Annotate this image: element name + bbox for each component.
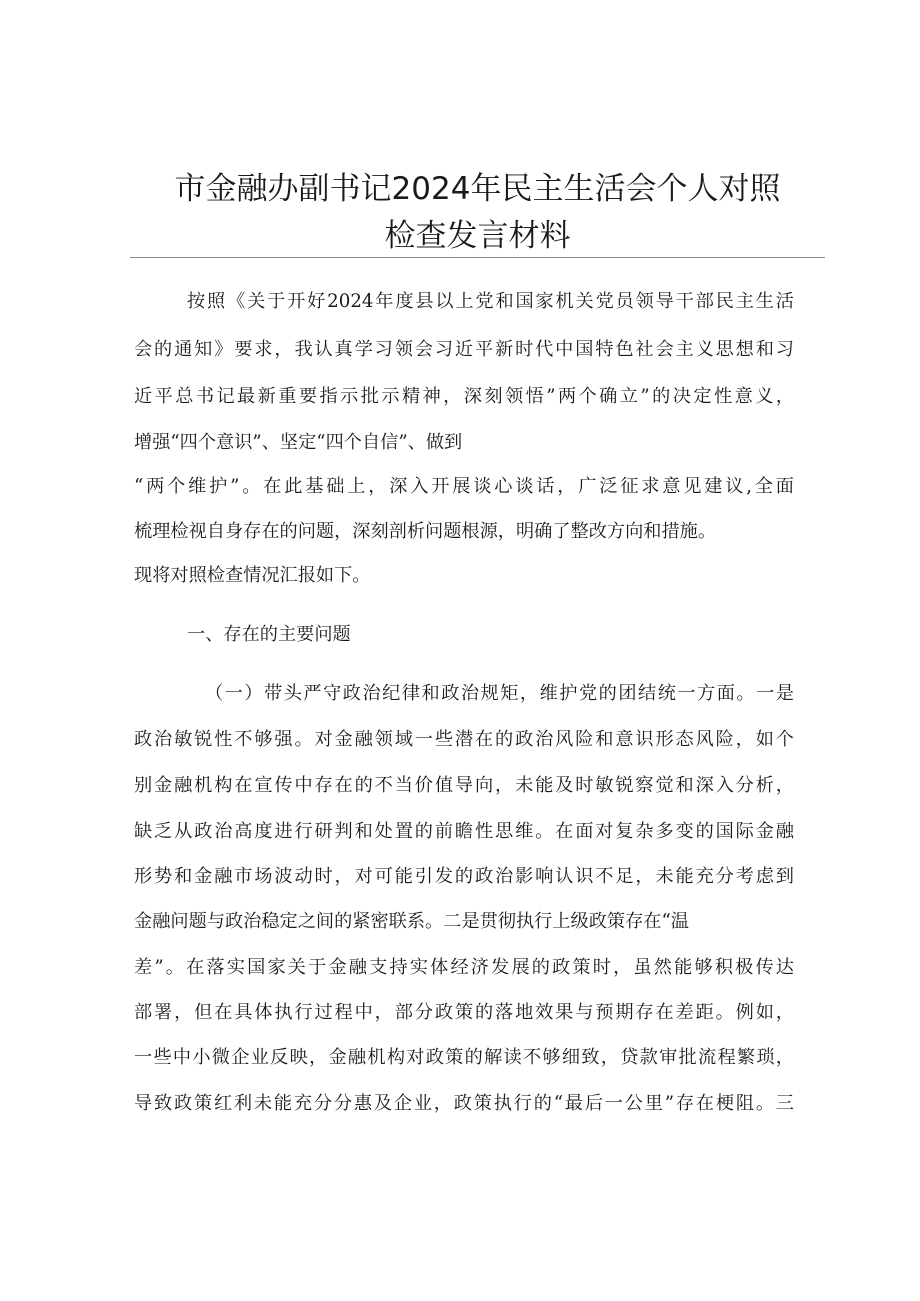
intro-line: 近平总书记最新重要指示批示精神，深刻领悟”两个确立”的决定性意义， [134,386,794,407]
intro-line: 现将对照检查情况汇报如下。 [134,565,371,586]
body-line: 缺乏从政治高度进行研判和处置的前瞻性思维。在面对复杂多变的国际金融 [134,821,794,842]
intro-line: 会的通知》要求，我认真学习领会习近平新时代中国特色社会主义思想和习 [134,339,794,360]
intro-line: “两个维护”。在此基础上，深入开展谈心谈话，广泛征求意见建议,全面 [134,476,794,497]
document-title-line-1: 市金融办副书记2024年民主生活会个人对照 [174,171,781,207]
body-line: 一些中小微企业反映，金融机构对政策的解读不够细致，贷款审批流程繁琐， [134,1047,794,1068]
intro-line: 梳理检视自身存在的问题，深刻剖析问题根源，明确了整改方向和措施。 [134,521,717,542]
body-line: （一）带头严守政治纪律和政治规矩，维护党的团结统一方面。一是 [205,683,794,704]
document-title-line-2: 检查发言材料 [384,218,571,254]
intro-line: 增强“四个意识”、坚定“四个自信”、做到 [134,432,463,453]
body-line: 差”。在落实国家关于金融支持实体经济发展的政策时，虽然能够积极传达 [134,957,794,978]
body-line: 导致政策红利未能充分分惠及企业，政策执行的“最后一公里”存在梗阻。三 [134,1093,794,1114]
body-line: 政治敏锐性不够强。对金融领域一些潜在的政治风险和意识形态风险，如个 [134,729,794,750]
section-heading: 一、存在的主要问题 [187,624,351,645]
body-line: 别金融机构在宣传中存在的不当价值导向，未能及时敏锐察觉和深入分析， [134,775,794,796]
body-line: 形势和金融市场波动时，对可能引发的政治影响认识不足，未能充分考虑到 [134,866,794,887]
intro-line: 按照《关于开好2024年度县以上党和国家机关党员领导干部民主生活 [187,291,794,312]
body-line: 部署，但在具体执行过程中，部分政策的落地效果与预期存在差距。例如， [134,1002,794,1023]
title-divider [130,257,825,258]
body-line: 金融问题与政治稳定之间的紧密联系。二是贯彻执行上级政策存在“温 [134,911,689,932]
